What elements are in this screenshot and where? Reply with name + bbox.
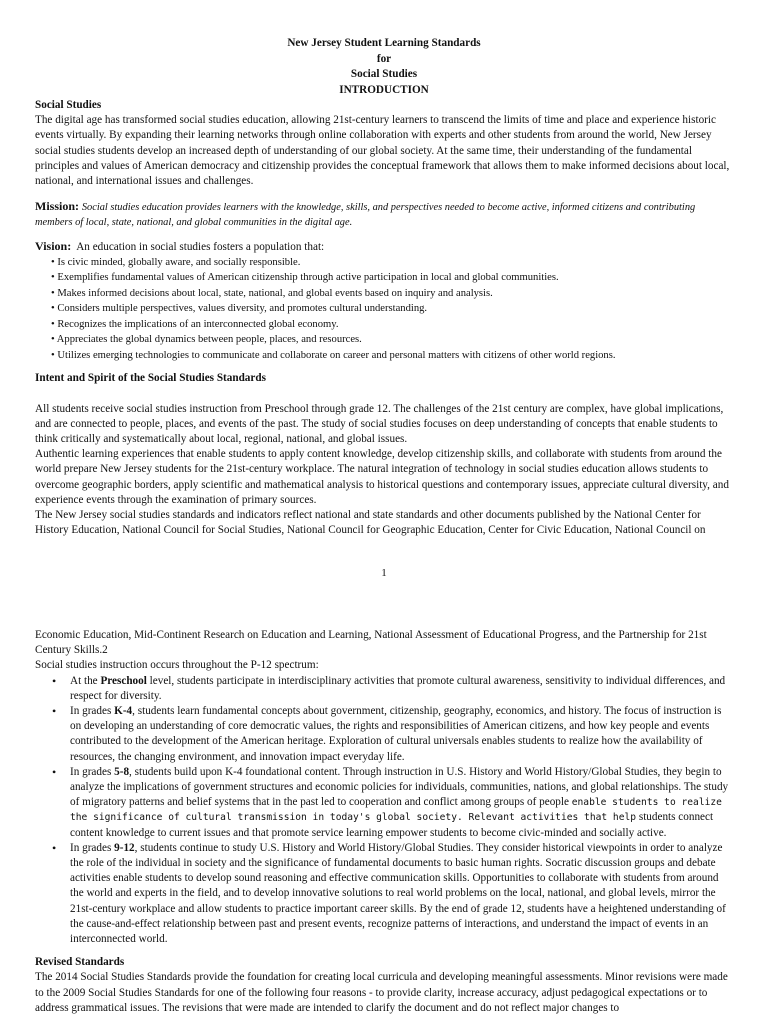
vision-item: • Recognizes the implications of an interconnected global economy. [51,318,339,330]
grade-band-label: K-4 [114,705,133,718]
title-line-4: INTRODUCTION [339,83,429,96]
mission-statement [35,199,733,230]
mission-label: Mission: [35,199,80,214]
vision-list [35,255,733,364]
revised-standards-paragraph: The 2014 Social Studies Standards provide the foundation for creating local curricula and developing meaningful assessments. Minor revisions were made to the 2009 Social Studies Standards for one of the following four reasons - to provide clarity, increase accuracy, adjust pedagogical expectations or to address grammatical issues. The revisions that were made are intended to clarify the document and do not reflect major changes to [35,971,728,1014]
item-text: , students learn fundamental concepts about government, citizenship, geography, economics, and history. The focus of instruction is on developing an understanding of core democratic values, the rights and responsibilities of American citizens, and how key people and events contributed to the development of the American heritage. Exploration of cultural universals enables students to realize how the availability of resources, the changing environment, and innovation impact everyday life. [70,705,722,763]
grade-band-label: 5-8 [114,765,130,778]
page-one [35,36,733,538]
grade-band-list [35,674,733,948]
vision-item: • Exemplifies fundamental values of American citizenship through active participation in local and global communities. [51,272,559,284]
bullet-icon: • [52,764,57,779]
social-studies-heading: Social Studies [35,99,102,111]
item-text: students connect content knowledge to current issues and that promote service learning empower students to become civic-minded and socially active. [70,811,714,839]
mission-text: Social studies education provides learners with the knowledge, skills, and perspectives needed to become active, informed citizens and contributing members of local, state, national, and global communities in the digital age. [35,202,696,229]
item-text-mono: enable students to realize the significance of cultural transmission in today's global society. Relevant activities that help [70,797,722,824]
vision-intro: An education in social studies fosters a population that: [76,240,325,253]
list-item-preschool [35,674,733,704]
revised-standards-heading: Revised Standards [35,956,125,969]
vision-item: • Makes informed decisions about local, state, national, and global events based on inquiry and analysis. [51,287,493,299]
grade-band-label: Preschool [100,674,147,687]
item-text: In grades [70,765,115,778]
title-line-2: for [376,52,392,65]
list-item-k4 [35,704,733,765]
vision-item: • Considers multiple perspectives, values diversity, and promotes cultural understanding. [51,303,428,315]
grade-band-label: 9-12 [114,841,135,854]
list-item-5-8 [35,765,733,841]
intent-heading: Intent and Spirit of the Social Studies Standards [35,372,266,385]
vision-item: • Appreciates the global dynamics between people, places, and resources. [51,334,362,346]
bullet-icon: • [52,704,57,719]
continuation-paragraph: Economic Education, Mid-Continent Research on Education and Learning, National Assessment of Educational Progress, and the Partnership for 21st Century Skills.2 [35,629,707,657]
social-studies-paragraph: The digital age has transformed social studies education, allowing 21st-century learners to transcend the limits of time and place and experience historic events virtually. By expanding their learning networks through online collaboration with experts and other students from around the world, New Jersey social studies students develop an increased depth of understanding of our global society. At the same time, their understanding of the fundamental principles and values of American democracy and citizenship provides the conceptual framework that allows them to make informed decisions about local, national, and international issues and challenges. [35,114,730,188]
item-text: level, students participate in interdisciplinary activities that promote cultural awareness, sensitivity to individual differences, and respect for diversity. [70,674,726,702]
intent-paragraph-2: Authentic learning experiences that enable students to apply content knowledge, develop citizenship skills, and collaborate with students from around the world prepare New Jersey students for the 21st-century workplace. The natural integration of technology in social studies education allows students to overcome geographic borders, apply scientific and mathematical analysis to historical questions and contemporary issues, appreciate cultural diversity, and experience events through the examination of primary sources. [35,448,729,506]
intent-paragraph-3: The New Jersey social studies standards and indicators reflect national and state standards and other documents published by the National Center for History Education, National Council for Social Studies, National Council for Geographic Education, Center for Civic Education, National Council on [35,508,706,537]
bullet-icon: • [52,673,57,688]
vision-statement [35,239,733,255]
spectrum-intro: Social studies instruction occurs throughout the P-12 spectrum: [35,659,319,672]
vision-item: • Utilizes emerging technologies to communicate and collaborate on career and personal matters with citizens of other world regions. [51,349,616,361]
list-item-9-12 [35,841,733,947]
intent-paragraph-1: All students receive social studies instruction from Preschool through grade 12. The challenges of the 21st century are complex, have global implications, and are connected to people, places, and events of the past. The study of social studies focuses on deep understanding of concepts that enable students to think critically and systematically about local, regional, national, and global issues. [35,402,724,445]
page-two [35,628,733,1016]
title-line-1: New Jersey Student Learning Standards [287,37,481,49]
item-text: At the [70,674,101,687]
page-number: 1 [381,567,387,579]
title-line-3: Social Studies [350,68,418,80]
vision-item: • Is civic minded, globally aware, and socially responsible. [51,256,301,268]
item-text: In grades [70,841,115,854]
bullet-icon: • [52,840,57,855]
vision-label: Vision: [35,238,72,253]
item-text: , students continue to study U.S. History and World History/Global Studies. They consider historical viewpoints in order to analyze the role of the individual in society and the significance of fundamental documents to basic human rights. Socratic discussion groups and debate activities enable students to develop sound reasoning and effective communication skills. Opportunities to collaborate with students from around the world and experts in the field, and to develop innovative solutions to real world problems on the local, national, and global levels, mirror the 21st-century workplace and allow students to practice important career skills. By the end of grade 12, students have a heightened understanding of the cause-and-effect relationship between past and present events, recognize patterns of interactions, and understand the impact of events in an interconnected world. [70,841,726,946]
item-text: , students build upon K-4 foundational content. Through instruction in U.S. History and World History/Global Studies, they begin to analyze the implications of government structures and economic policies for individuals, communities, nations, and global relationships. The study of migratory patterns and belief systems that in the past led to cooperation and conflict among groups of people [70,765,729,809]
item-text: In grades [70,705,115,718]
